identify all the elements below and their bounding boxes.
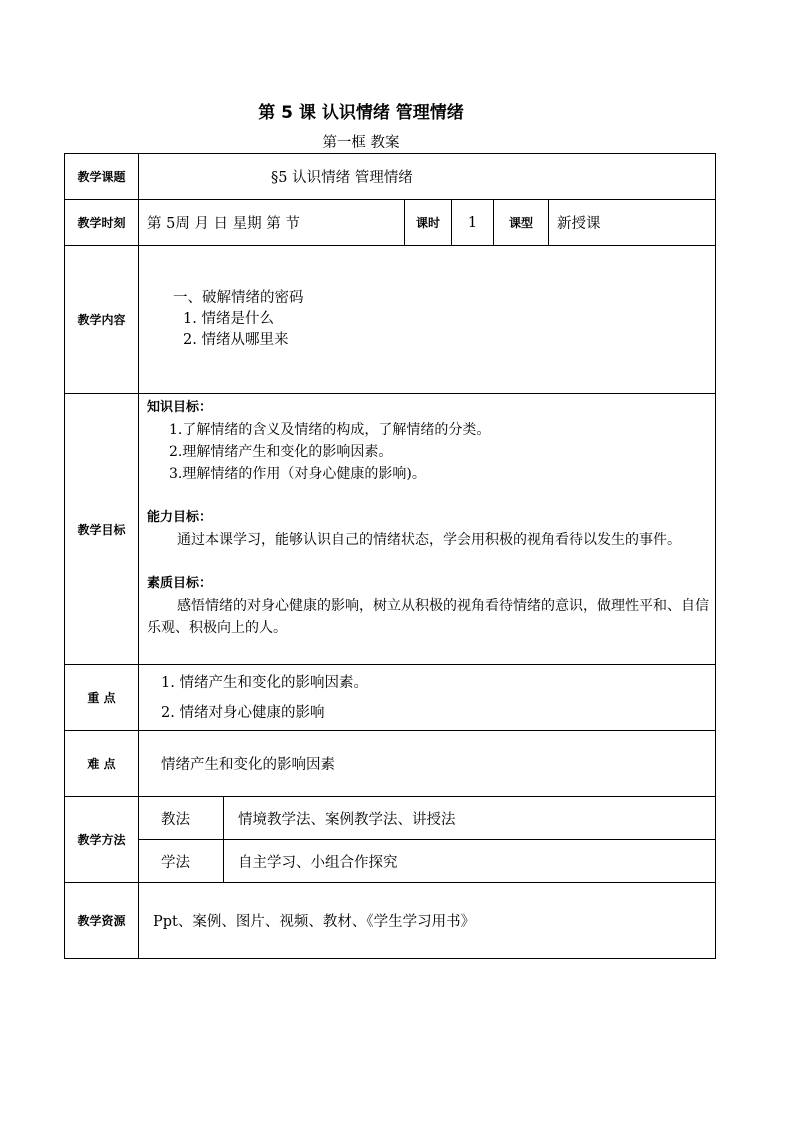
period-value: 1 [452, 200, 494, 246]
topic-label: 教学课题 [65, 154, 139, 200]
time-label: 教学时刻 [65, 200, 139, 246]
key-points-label: 重 点 [65, 665, 139, 731]
key-point-item: 1. 情绪产生和变化的影响因素。 [161, 674, 368, 691]
row-difficulty [65, 731, 716, 797]
goals-label: 教学目标 [65, 394, 139, 665]
resources-value: Ppt、案例、图片、视频、教材、《学生学习用书》 [139, 883, 716, 959]
ability-text: 通过本课学习，能够认识自己的情绪状态，学会用积极的视角看待以发生的事件。 [177, 532, 681, 548]
quality-heading: 素质目标： [147, 576, 213, 591]
row-topic [65, 154, 716, 200]
period-label: 课时 [405, 200, 452, 246]
key-points-cell [139, 665, 716, 731]
content-item: 2. 情绪从哪里来 [183, 332, 289, 348]
content-item: 1. 情绪是什么 [183, 311, 274, 327]
row-method-teach [65, 797, 716, 840]
learn-method-value: 自主学习、小组合作探究 [224, 840, 716, 883]
topic-value: §5 认识情绪 管理情绪 [139, 154, 716, 200]
teach-method-value: 情境教学法、案例教学法、讲授法 [224, 797, 716, 840]
difficulty-value: 情绪产生和变化的影响因素 [139, 731, 716, 797]
type-value: 新授课 [549, 200, 716, 246]
row-method-learn [65, 840, 716, 883]
knowledge-heading: 知识目标： [147, 400, 213, 415]
difficulty-label: 难 点 [65, 731, 139, 797]
learn-method-label: 学法 [139, 840, 224, 883]
row-resources [65, 883, 716, 959]
quality-text: 感悟情绪的对身心健康的影响，树立从积极的视角看待情绪的意识，做理性平和、自信乐观、积极向上的人。 [147, 598, 709, 636]
knowledge-item: 1.了解情绪的含义及情绪的构成，了解情绪的分类。 [169, 422, 491, 438]
methods-label: 教学方法 [65, 797, 139, 883]
ability-heading: 能力目标： [147, 510, 213, 525]
row-key-points [65, 665, 716, 731]
row-time [65, 200, 716, 246]
goals-cell [139, 394, 716, 665]
resources-label: 教学资源 [65, 883, 139, 959]
content-label: 教学内容 [65, 246, 139, 394]
knowledge-item: 3.理解情绪的作用（对身心健康的影响)。 [169, 466, 426, 482]
lesson-plan-table [64, 153, 716, 959]
teach-method-label: 教法 [139, 797, 224, 840]
type-label: 课型 [494, 200, 549, 246]
knowledge-item: 2.理解情绪产生和变化的影响因素。 [169, 444, 393, 460]
content-heading: 一、破解情绪的密码 [173, 290, 304, 306]
row-goals [65, 394, 716, 665]
document-subtitle: 第一框 教案 [322, 135, 400, 151]
document-title: 第 5 课 认识情绪 管理情绪 [258, 103, 464, 123]
time-value: 第 5周 月 日 星期 第 节 [139, 200, 405, 246]
row-content [65, 246, 716, 394]
content-cell [139, 246, 716, 394]
key-point-item: 2. 情绪对身心健康的影响 [161, 704, 325, 721]
